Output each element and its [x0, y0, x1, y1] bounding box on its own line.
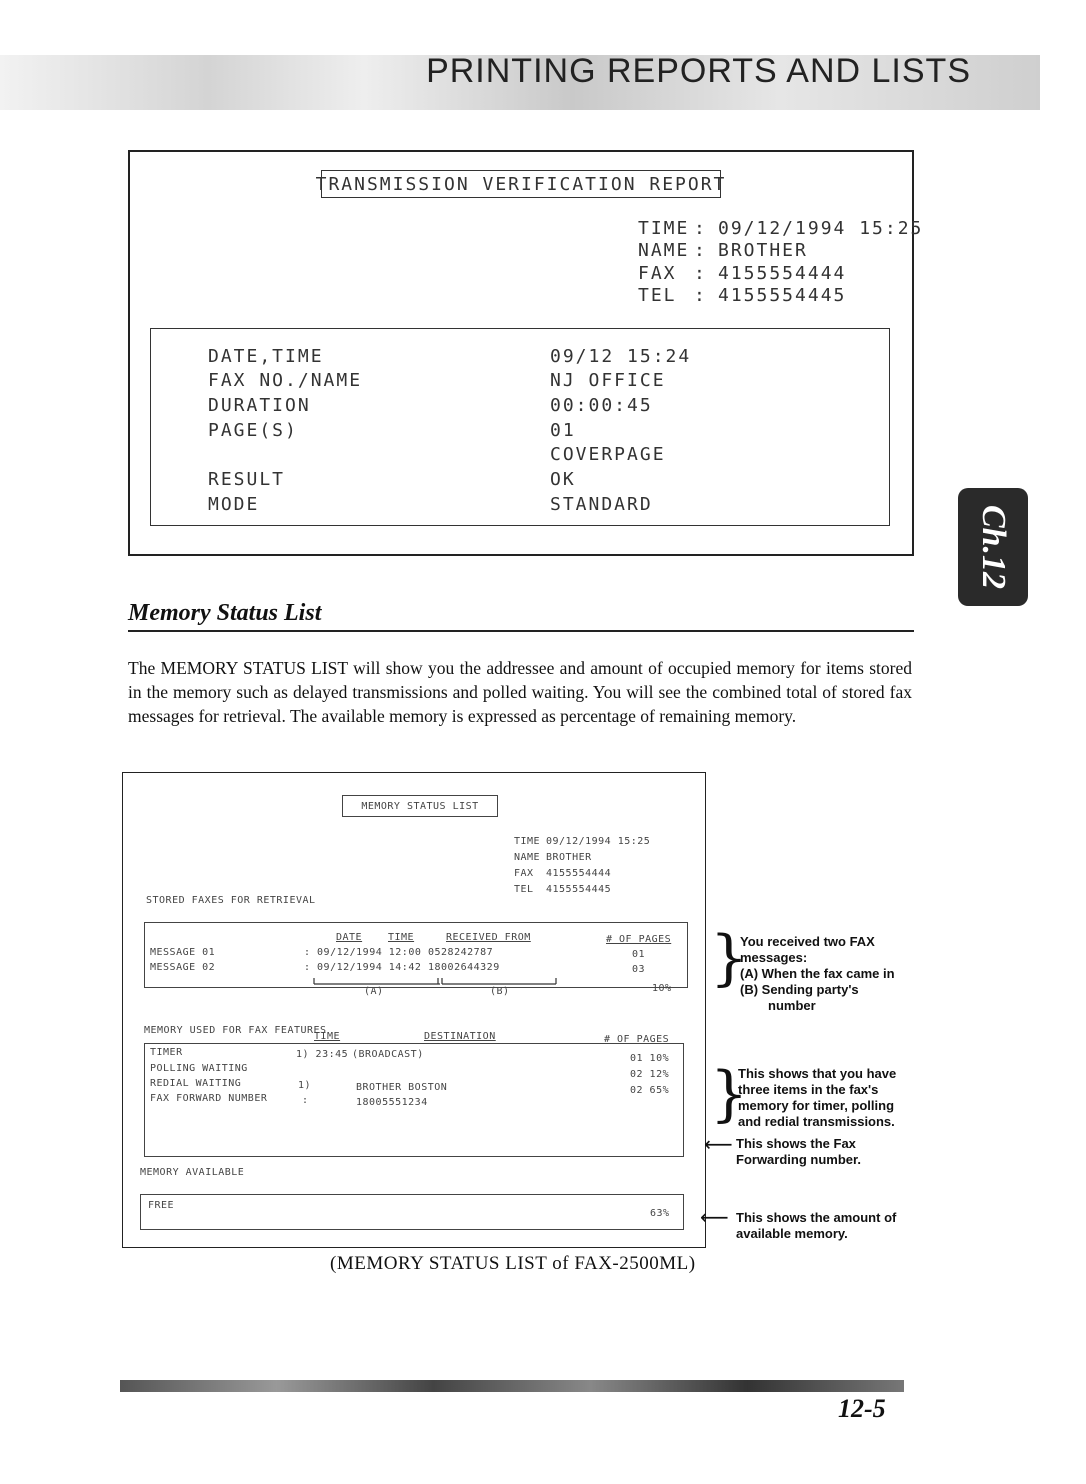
msl-header-value: 4155554445 [546, 884, 612, 895]
annotation-line: messages: [740, 950, 808, 965]
tvr-row-value: COVERPAGE [550, 444, 666, 465]
msl-stored-total: 10% [652, 983, 672, 994]
tvr-tel-value: 4155554445 [718, 285, 847, 306]
annotation-forwarding [736, 1136, 912, 1168]
msl-header-value: 4155554444 [546, 868, 612, 879]
tvr-row-label: FAX NO./NAME [208, 370, 363, 391]
msl-feature-row-time: 1) 23:45 [296, 1049, 349, 1060]
tvr-colon: : [694, 285, 707, 306]
tvr-row-label: MODE [208, 494, 260, 515]
annotation-line: You received two FAX [740, 934, 875, 949]
msl-stored-row-label: MESSAGE 02 [150, 962, 216, 973]
msl-header-value: BROTHER [546, 852, 592, 863]
msl-header-label: NAME [514, 852, 541, 863]
msl-feature-row-time: 1) [298, 1080, 312, 1091]
msl-ab-bracket-lines [310, 974, 560, 986]
msl-available-label: MEMORY AVAILABLE [140, 1167, 245, 1178]
brace-icon: } [710, 923, 749, 993]
msl-title-box [342, 795, 498, 817]
tvr-row-label: RESULT [208, 469, 286, 490]
page-number: 12-5 [838, 1394, 886, 1423]
tvr-colon: : [694, 240, 707, 261]
tvr-name-label: NAME [638, 240, 690, 261]
msl-col-pages: # OF PAGES [604, 1034, 670, 1045]
tvr-row-value: STANDARD [550, 494, 653, 515]
annotation-line: memory for timer, polling [738, 1098, 895, 1113]
msl-feature-row-label: TIMER [150, 1047, 183, 1058]
transmission-report-title-box [315, 170, 727, 198]
msl-features-label: MEMORY USED FOR FAX FEATURES [144, 1025, 327, 1036]
tvr-row-value: 00:00:45 [550, 395, 653, 416]
msl-header-label: TEL [514, 884, 534, 895]
annotation-line: This shows the amount of [736, 1210, 897, 1225]
tvr-fax-value: 4155554444 [718, 263, 847, 284]
msl-stored-row-from: 18002644329 [428, 962, 500, 973]
msl-title: MEMORY STATUS LIST [361, 800, 479, 812]
msl-feature-row-pages: 01 10% [630, 1053, 670, 1064]
body-paragraph: The MEMORY STATUS LIST will show you the addressee and amount of occupied memory for items stored in the memory such as delayed transmissions and polled waiting. You will see the combined total of stored fax messages for retrieval. The available memory is expressed as percentage of remaining memory. [128, 658, 912, 726]
msl-stored-row-datetime: : 09/12/1994 14:42 [304, 962, 422, 973]
section-divider [128, 630, 914, 632]
annotation-line: (A) When the fax came in [740, 966, 895, 981]
msl-col-received: RECEIVED FROM [446, 932, 531, 943]
msl-header-label: TIME [514, 836, 541, 847]
tvr-tel-label: TEL [638, 285, 677, 306]
msl-header-value: 09/12/1994 15:25 [546, 836, 651, 847]
msl-col-time: TIME [314, 1031, 341, 1042]
msl-available-box [140, 1194, 684, 1230]
msl-stored-row-datetime: : 09/12/1994 12:00 [304, 947, 422, 958]
msl-feature-row-pages: 02 12% [630, 1069, 670, 1080]
msl-feature-row-label: POLLING WAITING [150, 1063, 248, 1074]
msl-marker-a: (A) [364, 986, 384, 997]
chapter-tab-label: Ch.12 [975, 504, 1012, 590]
msl-stored-row-from: 0528242787 [428, 947, 494, 958]
msl-feature-row-destination: 18005551234 [356, 1097, 428, 1108]
arrow-left-icon: ⟵ [704, 1132, 733, 1156]
tvr-row-value: OK [550, 469, 576, 490]
msl-col-time: TIME [388, 932, 415, 943]
msl-feature-row-label: REDIAL WAITING [150, 1078, 242, 1089]
msl-stored-label: STORED FAXES FOR RETRIEVAL [146, 895, 316, 906]
annotation-line: (B) Sending party's [740, 982, 859, 997]
msl-feature-row-pages: 02 65% [630, 1085, 670, 1096]
annotation-line: and redial transmissions. [738, 1114, 895, 1129]
figure-caption: (MEMORY STATUS LIST of FAX-2500ML) [330, 1253, 696, 1274]
annotation-line: This shows that you have [738, 1066, 897, 1081]
tvr-time-label: TIME [638, 218, 690, 239]
annotation-line: number [768, 998, 816, 1013]
msl-feature-row-time: : [302, 1095, 309, 1106]
msl-feature-row-destination: BROTHER BOSTON [356, 1082, 448, 1093]
msl-free-label: FREE [148, 1200, 175, 1211]
msl-feature-row-destination: (BROADCAST) [352, 1049, 424, 1060]
tvr-colon: : [694, 263, 707, 284]
annotation-line: This shows the Fax [736, 1136, 856, 1151]
msl-free-value: 63% [650, 1208, 670, 1219]
annotation-received [740, 934, 912, 1014]
msl-stored-row-pages: 01 [632, 949, 646, 960]
section-title: Memory Status List [128, 600, 322, 626]
tvr-colon: : [694, 218, 707, 239]
tvr-row-value: 09/12 15:24 [550, 346, 692, 367]
msl-marker-b: (B) [490, 986, 510, 997]
msl-header-label: FAX [514, 868, 534, 879]
tvr-time-value: 09/12/1994 15:25 [718, 218, 924, 239]
arrow-left-icon: ⟵ [700, 1205, 729, 1229]
msl-col-date: DATE [336, 932, 363, 943]
msl-col-pages: # OF PAGES [606, 934, 672, 945]
chapter-tab [958, 488, 1028, 606]
transmission-report-title: TRANSMISSION VERIFICATION REPORT [315, 173, 727, 195]
msl-col-destination: DESTINATION [424, 1031, 496, 1042]
brace-icon: } [710, 1059, 749, 1129]
annotation-available [736, 1210, 912, 1242]
tvr-row-value: 01 [550, 420, 576, 441]
annotation-items [738, 1066, 914, 1130]
annotation-line: Forwarding number. [736, 1152, 861, 1167]
page-header-title: PRINTING REPORTS AND LISTS [426, 52, 971, 90]
msl-feature-row-label: FAX FORWARD NUMBER [150, 1093, 268, 1104]
tvr-fax-label: FAX [638, 263, 677, 284]
footer-bar [120, 1380, 904, 1392]
annotation-line: available memory. [736, 1226, 848, 1241]
tvr-row-value: NJ OFFICE [550, 370, 666, 391]
tvr-row-label: PAGE(S) [208, 420, 298, 441]
tvr-row-label: DURATION [208, 395, 311, 416]
msl-stored-row-pages: 03 [632, 964, 646, 975]
tvr-name-value: BROTHER [718, 240, 808, 261]
annotation-line: three items in the fax's [738, 1082, 879, 1097]
msl-stored-row-label: MESSAGE 01 [150, 947, 216, 958]
tvr-row-label: DATE,TIME [208, 346, 324, 367]
